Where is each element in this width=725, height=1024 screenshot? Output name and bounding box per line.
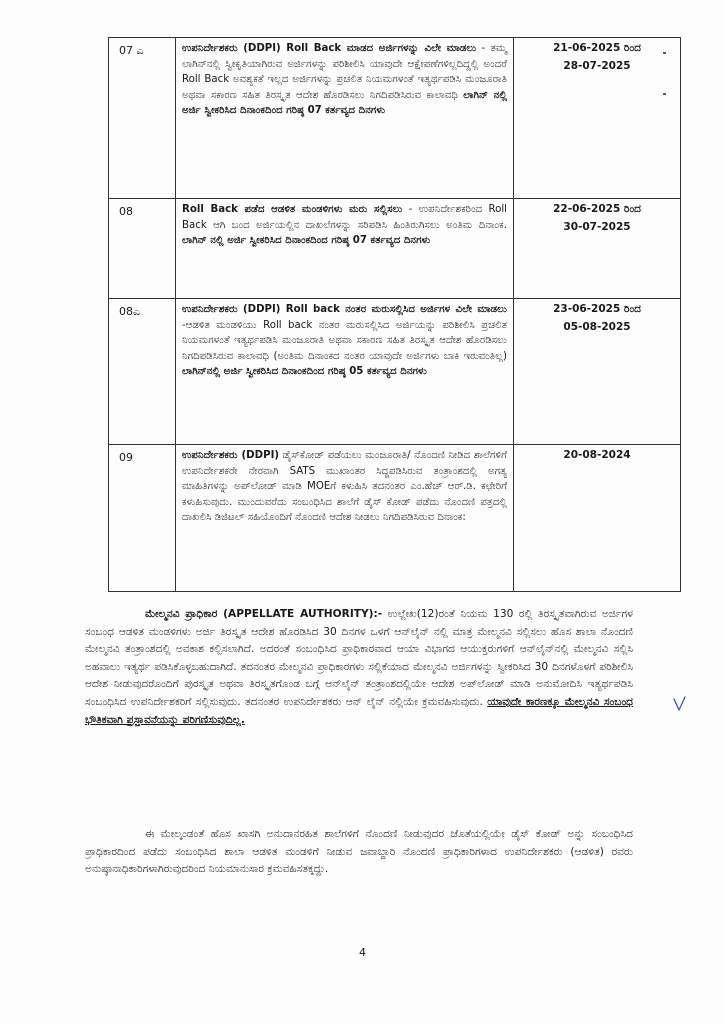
date-from: 23-06-2025 ರಿಂದ: [553, 303, 641, 315]
table-row: [109, 38, 681, 199]
date-to: 05-08-2025: [563, 321, 631, 333]
row-dates: [514, 199, 681, 299]
appellate-text: ಉಲ್ಲೇಖ(12)ರಂತೆ ನಿಯಮ 130 ರಲ್ಲಿ ತಿರಸ್ಕೃತವಾಗಿರುವ ಅರ್ಜಿಗಳ ಸಂಬಂಧ ಆಡಳಿತ ಮಂಡಳಿಗಳು ಅರ್ಜಿ ತಿರಸ್ಕೃತ ಆದೇಶ ಹೊರಡಿಸಿದ 30 ದಿನಗಳ ಒಳಗೆ ಆನ್‌ಲೈನ್ ನಲ್ಲಿ ಮಾತ್ರ ಮೇಲ್ಮನವಿ ಸಲ್ಲಿಸಲು ಹೊಸ ಶಾಲಾ ನೊಂದಣಿ ಮೇಲ್ಮನವಿ ತಂತ್ರಾಂಶದಲ್ಲಿ ಅವಕಾಶ ಕಲ್ಪಿಸಲಾಗಿದೆ. ಅದರಂತೆ ಸಂಬಂಧಿಸಿದ ಪ್ರಾಧಿಕಾರವಾದ ಆಯಾ ವಿಭಾಗದ ಆಯುಕ್ತರುಗಳಿಗೆ ಆನ್‌ಲೈನ್‌ನಲ್ಲಿ ಮೇಲ್ಮನವಿ ಸಲ್ಲಿಸಿ ಅಹವಾಲು ಇತ್ಯರ್ಥ ಪಡಿಸಿಕೊಳ್ಳಬಹುದಾಗಿದೆ. ತದನಂತರ ಮೇಲ್ಮನವಿ ಪ್ರಾಧಿಕಾರಗಳು ಸಲ್ಲಿಕೆಯಾದ ಮೇಲ್ಮನವಿ ಅರ್ಜಿಗಳನ್ನು ಸ್ವೀಕರಿಸಿದ 30 ದಿನಗಳೊಳಗೆ ಪರಿಶೀಲಿಸಿ ಆದೇಶ ನೀಡುವುದರೊಂದಿಗೆ ಪುರಸ್ಕೃತ ಅಥವಾ ತಿರಸ್ಕೃತಗೊಂಡ ಬಗ್ಗೆ ಆನ್‌ಲೈನ್ ತಂತ್ರಾಂಶದಲ್ಲಿಯೇ ಆದೇಶ ಅಪ್‌ಲೋಡ್ ಮಾಡಿ ಅನುಮೋದಿಸಿ ಇತ್ಯರ್ಥಪಡಿಸಿ ಸಂಬಂಧಿಸಿದ ಉಪನಿರ್ದೇಶಕರಿಗೆ ಸಲ್ಲಿಸುವುದು. ತದನಂತರ ಉಪನಿರ್ದೇಶಕರು ಆನ್ ಲೈನ್ ನಲ್ಲಿಯೇ ಕ್ರಮವಹಿಸುವುದು.: [85, 608, 633, 708]
row-body: - ತಮ್ಮ ಲಾಗಿನ್‌ನಲ್ಲಿ ಸ್ವೀಕೃತಿಯಾಗಿರುವ ಅರ್ಜಿಗಳನ್ನು ಪರಿಶೀಲಿಸಿ ಯಾವುದೇ ಆಕ್ಷೇಪಣೆಗಳಿಲ್ಲದಿದ್ದಲ್ಲಿ ಅಂದರೆ Roll Back ಅವಶ್ಯಕತೆ ಇಲ್ಲದ ಅರ್ಜಿಗಳನ್ನು ಪ್ರಚಲಿತ ನಿಯಮಗಳಂತೆ ಇತ್ಯರ್ಥಪಡಿಸಿ ಮಂಜೂರಾತಿ ಅಥವಾ ಸಕಾರಣ ಸಹಿತ ತಿರಸ್ಕೃತ ಆದೇಶ ಹೊರಡಿಸಲು ನಿಗದಿಪಡಿಸಿರುವ ಕಾಲಾವಧಿ: [182, 43, 507, 101]
row-heading: Roll Back ಪಡೆದ ಆಡಳಿತ ಮಂಡಳಿಗಳು ಮರು ಸಲ್ಲಿಸಲು: [182, 204, 403, 215]
date-to: 30-07-2025: [563, 221, 631, 233]
row-number: 07 ಎ: [109, 38, 176, 199]
date-to: 28-07-2025: [563, 60, 631, 72]
closing-text: ಈ ಮೇಲ್ಕಂಡಂತೆ ಹೊಸ ಖಾಸಗಿ ಅನುದಾನರಹಿತ ಶಾಲೆಗಳಿಗೆ ನೊಂದಣಿ ನೀಡುವುದರ ಜೊತೆಯಲ್ಲಿಯೇ ಡೈಸ್ ಕೋಡ್ ಅನ್ನು ಸಂಬಂಧಿಸಿದ ಪ್ರಾಧಿಕಾರದಿಂದ ಪಡೆದು ಸಂಬಂಧಿಸಿದ ಶಾಲಾ ಆಡಳಿತ ಮಂಡಳಿಗೆ ನೀಡುವ ಜವಾಬ್ದಾರಿ ನೊಂದಣಿ ಪ್ರಾಧಿಕಾರಿಗಳಾದ ಉಪನಿರ್ದೇಶಕರು (ಆಡಳಿತ) ರವರು ಅನುಷ್ಠಾನಾಧಿಕಾರಿಗಳಾಗಿರುವುದರಿಂದ ನಿಯಮಾನುಸಾರ ಕ್ರಮವಹಿಸತಕ್ಕದ್ದು.: [85, 828, 633, 876]
table-row: [109, 299, 681, 445]
row-limit: ಲಾಗಿನ್‌ನಲ್ಲಿ ಅರ್ಜಿ ಸ್ವೀಕರಿಸಿದ ದಿನಾಂಕದಿಂದ ಗರಿಷ್ಠ 05 ಕರ್ತವ್ಯದ ದಿನಗಳು: [182, 366, 427, 378]
row-description: [176, 38, 514, 199]
page-number: 4: [359, 946, 366, 959]
schedule-table: [108, 37, 681, 592]
appellate-paragraph: [85, 606, 633, 729]
appellate-title: ಮೇಲ್ಮನವಿ ಪ್ರಾಧಿಕಾರ (APPELLATE AUTHORITY):-: [145, 608, 383, 620]
row-limit: ಲಾಗಿನ್ ನಲ್ಲಿ ಅರ್ಜಿ ಸ್ವೀಕರಿಸಿದ ದಿನಾಂಕದಿಂದ ಗರಿಷ್ಠ 07 ಕರ್ತವ್ಯದ ದಿನಗಳು: [182, 89, 507, 117]
scan-speck: [663, 52, 666, 54]
row-number: 09: [109, 445, 176, 592]
closing-paragraph: [85, 826, 633, 879]
row-dates: [514, 445, 681, 592]
table-row: [109, 199, 681, 299]
tick-mark-icon: [673, 696, 687, 712]
row-description: [176, 199, 514, 299]
appellate-emphasis: ಯಾವುದೇ ಕಾರಣಕ್ಕೂ ಮೇಲ್ಮನವಿ ಸಂಬಂಧ ಭೌತಿಕವಾಗಿ ಪ್ರಸ್ತಾವನೆಯನ್ನು ಪರಿಗಣಿಸುವುದಿಲ್ಲ.: [85, 695, 633, 726]
row-limit: ಲಾಗಿನ್ ನಲ್ಲಿ ಅರ್ಜಿ ಸ್ವೀಕರಿಸಿದ ದಿನಾಂಕದಿಂದ ಗರಿಷ್ಠ 07 ಕರ್ತವ್ಯದ ದಿನಗಳು: [182, 235, 431, 247]
date-from: 21-06-2025 ರಿಂದ: [553, 42, 641, 54]
row-description: [176, 299, 514, 445]
date-from: 22-06-2025 ರಿಂದ: [553, 203, 641, 215]
row-heading: ಉಪನಿರ್ದೇಶಕರು (DDPI) Roll Back ಮಾಡದ ಅರ್ಜಿಗಳನ್ನು ವಿಲೇ ಮಾಡಲು: [182, 43, 477, 54]
row-dates: [514, 299, 681, 445]
row-heading: ಉಪನಿರ್ದೇಶಕರು (DDPI): [182, 450, 280, 461]
date-from: 20-08-2024: [563, 449, 631, 461]
row-body: - ಉಪನಿರ್ದೇಶಕರಿಂದ Roll Back ಆಗಿ ಬಂದ ಅರ್ಜಿಯಲ್ಲಿನ ದಾಖಲೆಗಳನ್ನು ಸರಿಪಡಿಸಿ ಹಿಂತಿರುಗಿಸಲು ಅಂತಿಮ ದಿನಾಂಕ.: [182, 204, 507, 231]
row-number: 08: [109, 199, 176, 299]
row-number: 08ಎ: [109, 299, 176, 445]
table-row: [109, 445, 681, 592]
scan-speck: [663, 93, 666, 95]
row-body: ಡೈಸ್‌ಕೋಡ್ ಪಡೆಯಲು ಮಂಜೂರಾತಿ/ ನೊಂದಣಿ ನೀಡಿದ ಶಾಲೆಗಳಿಗೆ ಉಪನಿರ್ದೇಶಕರೇ ನೇರವಾಗಿ SATS ಮುಖಾಂತರ ಸಿದ್ಧಪಡಿಸಿರುವ ತಂತ್ರಾಂಶದಲ್ಲಿ ಅಗತ್ಯ ಮಾಹಿತಿಗಳನ್ನು ಅಪ್‌ಲೋಡ್ ಮಾಡಿ MOEಗೆ ಕಳುಹಿಸಿ ತದನಂತರ ಎಂ.ಹೆಚ್ ಆರ್.ಡಿ. ಕಛೇರಿಗೆ ಕಳುಹಿಸುವುದು. ಮುಂದುವರೆದು ಸಂಬಂಧಿಸಿದ ಶಾಲೆಗೆ ಡೈಸ್ ಕೋಡ್ ಪಡೆದು ನೊಂದಣಿ ಪತ್ರದಲ್ಲಿ ದಾಖಲಿಸಿ ಡಿಜಿಟಲ್ ಸಹಿಯೊಂದಿಗೆ ನೊಂದಣಿ ಆದೇಶ ನೀಡಲು ನಿಗದಿಪಡಿಸಿರುವ ದಿನಾಂಕ:: [182, 450, 507, 524]
row-dates: [514, 38, 681, 199]
row-description: [176, 445, 514, 592]
row-heading: ಉಪನಿರ್ದೇಶಕರು (DDPI) Roll back ನಂತರ ಮರುಸಲ್ಲಿಸಿದ ಅರ್ಜಿಗಳ ವಿಲೇ ಮಾಡಲು: [182, 304, 507, 315]
row-body: -ಆಡಳಿತ ಮಂಡಳಿಯು Roll back ನಂತರ ಮರುಸಲ್ಲಿಸಿದ ಅರ್ಜಿಯನ್ನು ಪರಿಶೀಲಿಸಿ ಪ್ರಚಲಿತ ನಿಯಮಗಳಂತೆ ಇತ್ಯರ್ಥಪಡಿಸಿ ಮಂಜೂರಾತಿ ಅಥವಾ ಸಕಾರಣ ಸಹಿತ ತಿರಸ್ಕೃತ ಆದೇಶ ಹೊರಡಿಸಲು ನಿಗದಿಪಡಿಸಿರುವ ಕಾಲಾವಧಿ (ಅಂತಿಮ ದಿನಾಂಕದ ನಂತರ ಯಾವುದೇ ಅರ್ಜಿಗಳು ಬಾಕಿ ಇರುವಂತಿಲ್ಲ): [182, 319, 507, 362]
